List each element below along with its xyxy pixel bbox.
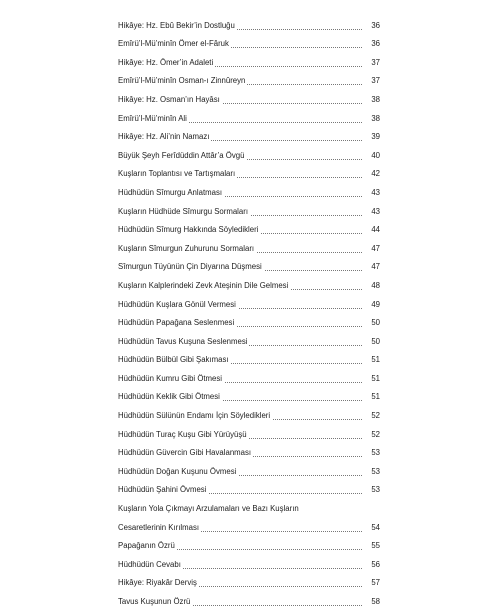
- toc-entry-title: Papağanın Özrü: [118, 541, 175, 551]
- toc-entry-page: 48: [371, 280, 380, 290]
- toc-entry-page: 57: [371, 578, 380, 588]
- toc-entry-title: Hüdhüdün Şahini Övmesi: [118, 485, 207, 495]
- toc-entry-title: Hüdhüdün Turaç Kuşu Gibi Yürüyüşü: [118, 429, 247, 439]
- toc-entry-title: Kuşların Yola Çıkmayı Arzulamaları ve Bazı Kuşların: [118, 504, 299, 514]
- toc-entry-title: Hüdhüdün Kuşlara Gönül Vermesi: [118, 299, 236, 309]
- toc-entry-title: Hüdhüdün Sîmurgu Anlatması: [118, 187, 223, 197]
- toc-entry: [118, 367, 380, 386]
- toc-entry: [118, 442, 380, 461]
- toc-entry: [118, 144, 380, 163]
- toc-entry-title: Hikâye: Hz. Osman’ın Hayâsı: [118, 94, 220, 104]
- toc-entry-title: Tavus Kuşunun Özrü: [118, 597, 191, 606]
- toc-entry-title: Kuşların Hüdhüde Sîmurgu Sormaları: [118, 206, 249, 216]
- toc-entry-title: Hüdhüdün Kumru Gibi Ötmesi: [118, 373, 223, 383]
- toc-entry-title: Hüdhüdün Sülünün Endamı İçin Söyledikleri: [118, 411, 271, 421]
- toc-entry: [118, 404, 380, 423]
- toc-entry-page: 49: [371, 299, 380, 309]
- toc-entry: [118, 88, 380, 107]
- toc-entry-page: 43: [371, 187, 380, 197]
- toc-entry: [118, 386, 380, 405]
- toc-entry-page: 55: [371, 541, 380, 551]
- toc-entry-title: Hüdhüdün Papağana Seslenmesi: [118, 318, 235, 328]
- toc-entry-title: Büyük Şeyh Ferîdüddin Attâr’a Övgü: [118, 150, 245, 160]
- toc-entry-title: Hikâye: Hz. Ali’nin Namazı: [118, 132, 210, 142]
- toc-entry-page: 37: [371, 76, 380, 86]
- toc-entry: [118, 293, 380, 312]
- toc-entry: [118, 237, 380, 256]
- toc-entry-title: Emîrü’l-Mü’minîn Osman-ı Zinnûreyn: [118, 76, 246, 86]
- toc-entry-page: 52: [371, 411, 380, 421]
- toc-entry: [118, 163, 380, 182]
- toc-entry-page: 36: [371, 39, 380, 49]
- toc-entry-multiline-line2: [118, 516, 380, 535]
- toc-entry-title: Kuşların Kalplerindeki Zevk Ateşinin Dile Gelmesi: [118, 280, 289, 290]
- toc-entry-page: 56: [371, 559, 380, 569]
- toc-entry: [118, 70, 380, 89]
- toc-entry-title: Hüdhüdün Tavus Kuşuna Seslenmesi: [118, 336, 248, 346]
- toc-entry-page: 53: [371, 448, 380, 458]
- toc-entry: [118, 126, 380, 145]
- toc-entry-page: 47: [371, 262, 380, 272]
- toc-entry-page: 53: [371, 466, 380, 476]
- toc-entry-page: 58: [371, 597, 380, 606]
- toc-entry-page: 53: [371, 485, 380, 495]
- toc-entry: [118, 460, 380, 479]
- toc-entry: [118, 181, 380, 200]
- toc-entry-page: 38: [371, 113, 380, 123]
- toc-entry-page: 38: [371, 94, 380, 104]
- toc-entry-title: Cesaretlerinin Kırılması: [118, 522, 200, 532]
- toc-entry-page: 39: [371, 132, 380, 142]
- toc-entry: [118, 312, 380, 331]
- toc-entry: [118, 14, 380, 33]
- toc-entry-page: 43: [371, 206, 380, 216]
- toc-entry-title: Kuşların Toplantısı ve Tartışmaları: [118, 169, 236, 179]
- toc-entry-page: 36: [371, 20, 380, 30]
- toc-entry-page: 50: [371, 318, 380, 328]
- toc-entry: [118, 274, 380, 293]
- toc-entry-page: 44: [371, 225, 380, 235]
- toc-entry-page: 51: [371, 392, 380, 402]
- toc-entry-page: 50: [371, 336, 380, 346]
- toc-entry-page: 42: [371, 169, 380, 179]
- toc-entry: [118, 553, 380, 572]
- toc-entry: [118, 256, 380, 275]
- toc-entry-title: Hikâye: Hz. Ebû Bekir’in Dostluğu: [118, 20, 235, 30]
- toc-entry-title: Sîmurgun Tüyünün Çin Diyarına Düşmesi: [118, 262, 262, 272]
- toc-entry-title: Hikâye: Hz. Ömer’in Adaleti: [118, 57, 214, 67]
- toc-entry-title: Emîrü’l-Mü’minîn Ömer el-Fâruk: [118, 39, 229, 49]
- toc-entry: [118, 219, 380, 238]
- toc-entry-page: 37: [371, 57, 380, 67]
- toc-list: [118, 14, 380, 497]
- toc-entry-title: Hüdhüdün Bülbül Gibi Şakıması: [118, 355, 229, 365]
- toc-entry-title: Kuşların Sîmurgun Zuhurunu Sormaları: [118, 243, 255, 253]
- toc-entry-title: Hüdhüdün Sîmurg Hakkında Söyledikleri: [118, 225, 259, 235]
- toc-entry-page: 52: [371, 429, 380, 439]
- toc-entry-title: Emîrü’l-Mü’minîn Ali: [118, 113, 187, 123]
- toc-entry-title: Hüdhüdün Cevabı: [118, 559, 181, 569]
- toc-entry: [118, 349, 380, 368]
- toc-entry-page: 51: [371, 373, 380, 383]
- toc-entry-page: 51: [371, 355, 380, 365]
- toc-entry: [118, 572, 380, 591]
- toc-entry: [118, 200, 380, 219]
- toc-entry: [118, 423, 380, 442]
- toc-entry-title: Hüdhüdün Keklik Gibi Ötmesi: [118, 392, 220, 402]
- toc-entry-page: 47: [371, 243, 380, 253]
- toc-entry-multiline-line1: [118, 497, 380, 516]
- toc-entry: [118, 51, 380, 70]
- toc-entry-title: Hikâye: Riyakâr Derviş: [118, 578, 197, 588]
- toc-entry: [118, 33, 380, 52]
- toc-entry: [118, 330, 380, 349]
- toc-list-after: [118, 535, 380, 609]
- toc-entry: [118, 590, 380, 609]
- toc-entry-page: 54: [371, 522, 380, 532]
- toc-entry-title: Hüdhüdün Güvercin Gibi Havalanması: [118, 448, 252, 458]
- toc-entry: [118, 535, 380, 554]
- toc-entry: [118, 479, 380, 498]
- toc-entry-title: Hüdhüdün Doğan Kuşunu Övmesi: [118, 466, 237, 476]
- toc-entry: [118, 107, 380, 126]
- table-of-contents: [118, 14, 380, 609]
- toc-entry-page: 40: [371, 150, 380, 160]
